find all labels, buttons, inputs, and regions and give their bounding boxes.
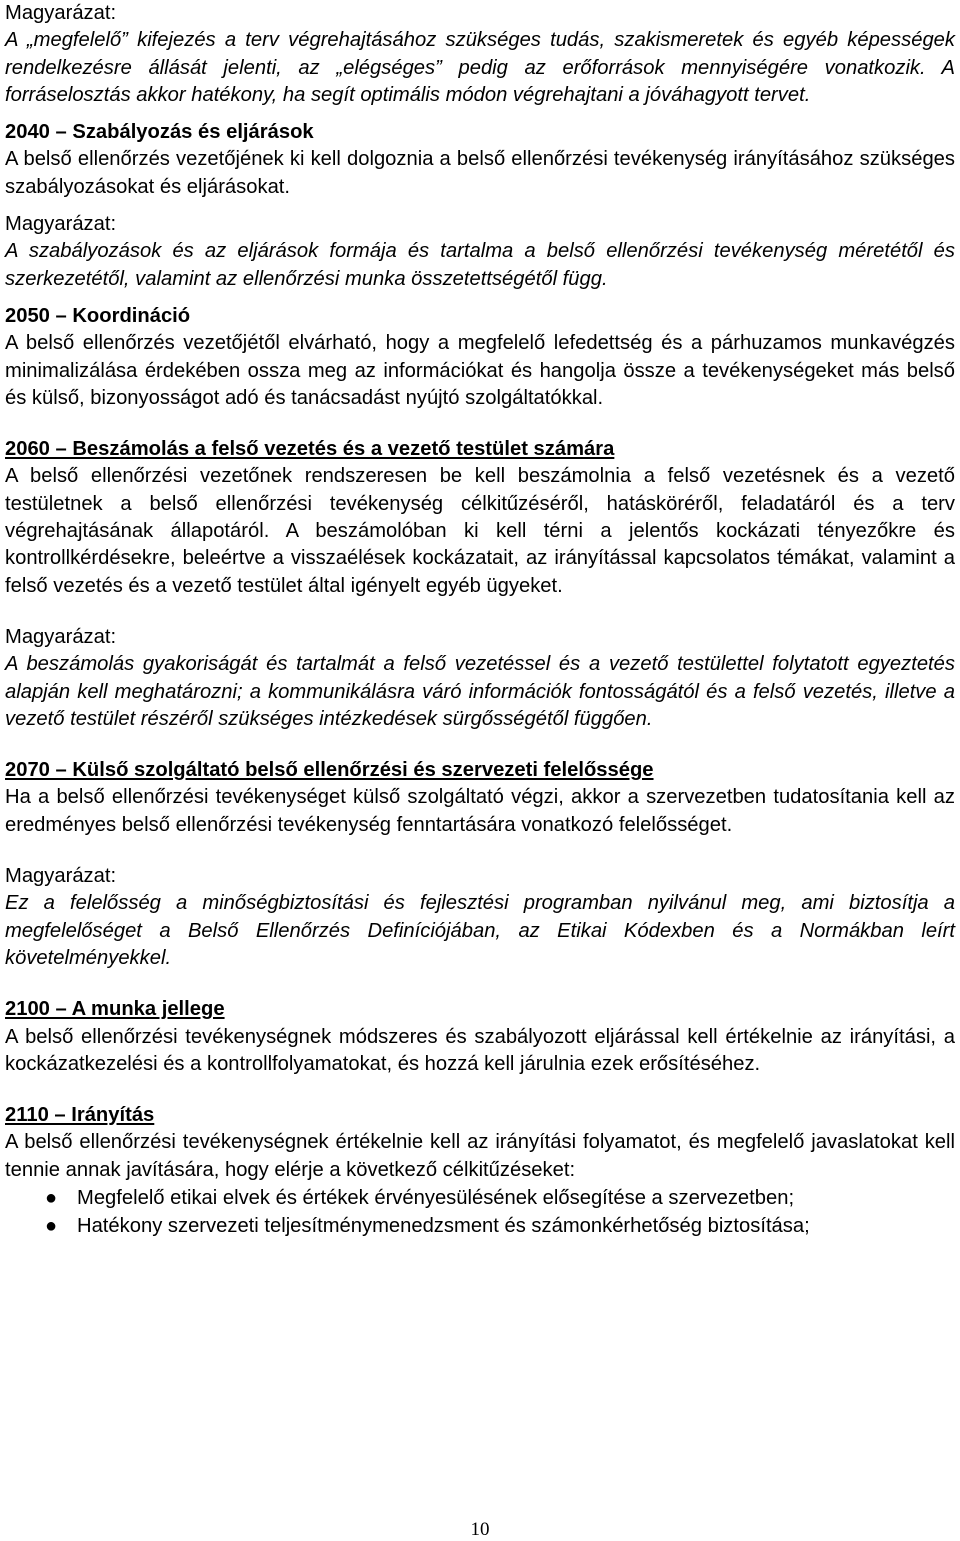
explanation-text-2040: A szabályozások és az eljárások formája és tartalma a belső ellenőrzési tevékenység méretétől és szerkezetétől, valamint az ellenőrzési munka összetettségétől függ. bbox=[5, 240, 955, 290]
explanation-text-2060: A beszámolás gyakoriságát és tartalmát a felső vezetéssel és a vezető testülettel folytatott egyeztetés alapján kell meghatározni; a kommunikálásra váró információk fontosságától és a felső vezetés, illetve a vezető testület részéről szükséges intézkedések sürgősségétől függően. bbox=[5, 653, 955, 730]
page-number: 10 bbox=[470, 1519, 490, 1540]
section-heading-2100: 2100 – A munka jellege bbox=[5, 998, 225, 1021]
bullet-icon: ● bbox=[45, 1214, 58, 1237]
section-heading-2060: 2060 – Beszámolás a felső vezetés és a vezető testület számára bbox=[5, 438, 615, 461]
explanation-label-2070: Magyarázat: bbox=[5, 865, 117, 888]
explanation-label: Magyarázat: bbox=[5, 2, 117, 24]
section-body-2100: A belső ellenőrzési tevékenységnek módszeres és szabályozott eljárással kell értékelnie az irányítási, a kockázatkezelési és a kontrollfolyamatokat, és hozzá kell járulnia ezek erősítéséhez. bbox=[5, 1025, 955, 1075]
objectives-list bbox=[5, 1184, 955, 1240]
explanation-label-2040: Magyarázat: bbox=[5, 213, 117, 236]
section-body-2070: Ha a belső ellenőrzési tevékenységet külső szolgáltató végzi, akkor a szervezetben tudatosítania kell az eredményes belső ellenőrzési tevékenység fenntartására vonatkozó felelősséget. bbox=[5, 786, 955, 836]
section-body-2110: A belső ellenőrzési tevékenységnek értékelnie kell az irányítási folyamatot, és megfelelő javaslatokat kell tennie annak javítására, hogy elérje a következő célkitűzéseket: bbox=[5, 1131, 955, 1181]
document-page bbox=[5, 0, 955, 1240]
list-item bbox=[5, 1184, 955, 1212]
explanation-text: A „megfelelő” kifejezés a terv végrehajtásához szükséges tudás, szakismeretek és egyéb képességek rendelkezésre állását jelenti, az „elégséges” pedig az erőforrások mennyiségére vonatkozik. A forráselosztás akkor hatékony, ha segít optimális módon végrehajtani a jóváhagyott tervet. bbox=[5, 29, 955, 106]
section-heading-2050: 2050 – Koordináció bbox=[5, 304, 191, 327]
bullet-icon: ● bbox=[45, 1186, 58, 1209]
section-heading-2040: 2040 – Szabályozás és eljárások bbox=[5, 121, 314, 144]
section-heading-2110: 2110 – Irányítás bbox=[5, 1104, 155, 1127]
explanation-text-2070: Ez a felelősség a minőségbiztosítási és fejlesztési programban nyilvánul meg, ami biztosítja a megfelelőséget a Belső Ellenőrzés Definíciójában, az Etikai Kódexben és a Normákban leírt követelményekkel. bbox=[5, 892, 955, 969]
section-body-2060: A belső ellenőrzési vezetőnek rendszeresen be kell beszámolnia a felső vezetésnek és a vezető testületnek a belső ellenőrzési tevékenység célkitűzéséről, hatásköréről, feladatáról és a terv végrehajtásának állapotáról. A beszámolóban ki kell térni a jelentős kockázati tényezőkre és kontrollkérdésekre, beleértve a visszaélések kockázatait, az irányítással kapcsolatos témákat, valamint a felső vezetés és a vezető testület által igényelt egyéb ügyeket. bbox=[5, 465, 955, 597]
list-item bbox=[5, 1212, 955, 1240]
explanation-label-2060: Magyarázat: bbox=[5, 625, 117, 648]
section-body-2040: A belső ellenőrzés vezetőjének ki kell dolgoznia a belső ellenőrzési tevékenység irányításához szükséges szabályozásokat és eljárásokat. bbox=[5, 148, 955, 198]
list-item-text: Megfelelő etikai elvek és értékek érvényesülésének elősegítése a szervezetben; bbox=[77, 1186, 795, 1209]
section-heading-2070: 2070 – Külső szolgáltató belső ellenőrzési és szervezeti felelőssége bbox=[5, 759, 654, 782]
list-item-text: Hatékony szervezeti teljesítménymenedzsment és számonkérhetőség biztosítása; bbox=[77, 1214, 810, 1237]
section-body-2050: A belső ellenőrzés vezetőjétől elvárható, hogy a megfelelő lefedettség és a párhuzamos munkavégzés minimalizálása érdekében ossza meg az információkat és hangolja össze a tevékenységeket más belső és külső, bizonyosságot adó és tanácsadást nyújtó szolgáltatókkal. bbox=[5, 332, 955, 409]
